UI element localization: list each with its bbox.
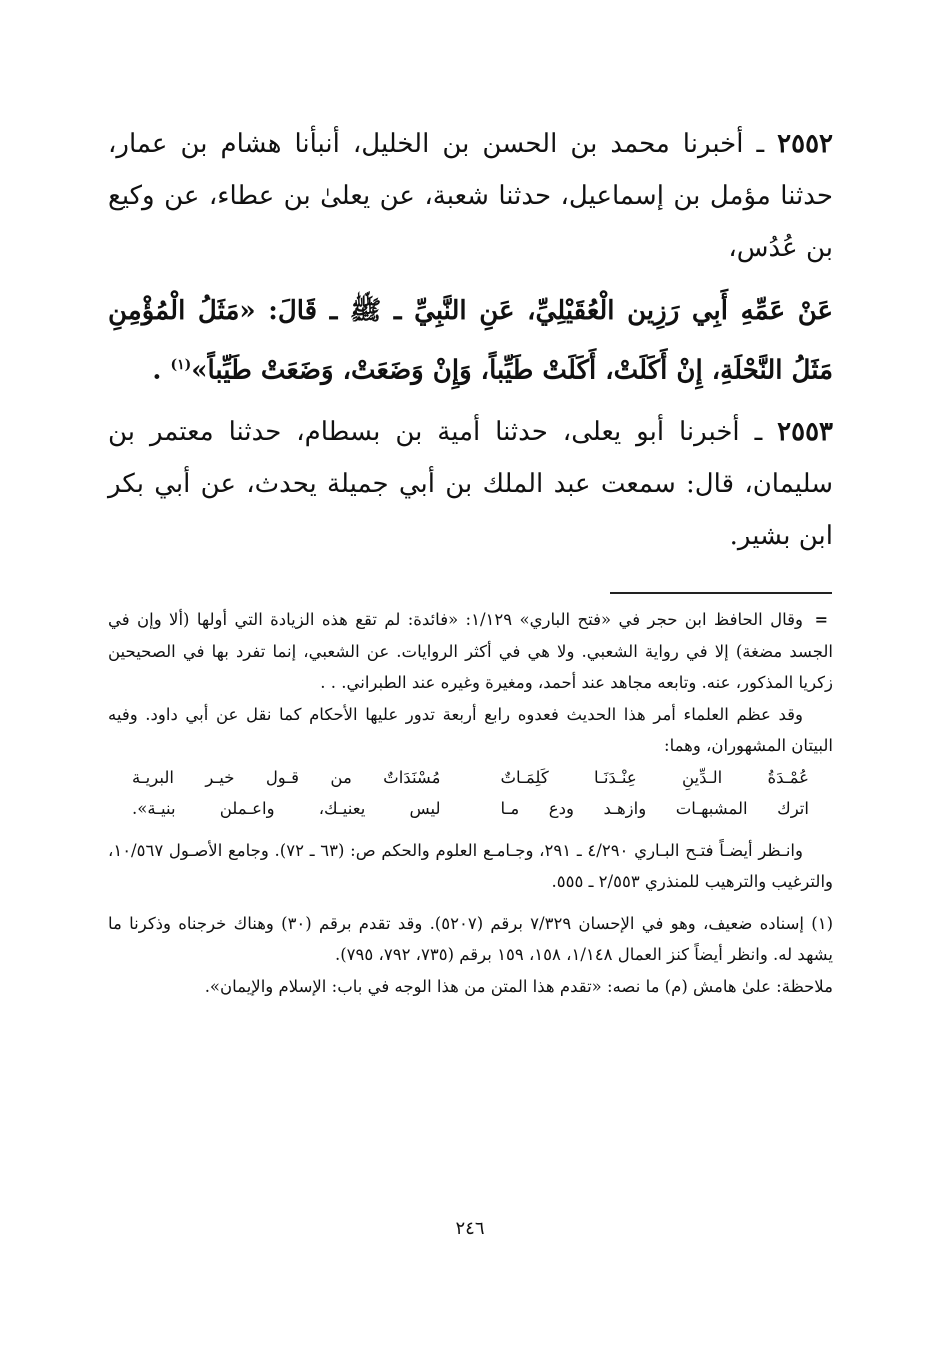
poem-hemistich: عُمْـدَةُ الـدِّينِ عِنْـدَنَـا كَلِمَـاتٌ <box>500 767 809 787</box>
hadith-2553-chain <box>108 406 833 562</box>
poem-verse-1 <box>108 762 833 794</box>
hadith-2553 <box>108 406 833 562</box>
matn-text: عَنْ عَمِّهِ أَبِي رَزِين الْعُقَيْلِيِّ، عَنِ النَّبِيِّ ـ ﷺ ـ قَالَ: «مَثَلُ الْمُؤْمِنِ مَثَلُ النَّحْلَةِ، إِنْ أَكَلَتْ، أَكَلَتْ طَيِّباً، وَإِنْ وَضَعَتْ، وَضَعَتْ طَيِّباً» <box>108 296 833 386</box>
footnote-separator <box>610 592 832 594</box>
hadith-number: ٢٥٥٢ <box>777 129 833 159</box>
continuation-mark: = <box>814 610 828 629</box>
isnad-text: ـ أخبرنا محمد بن الحسن بن الخليل، أنبأنا هشام بن عمار، حدثنا مؤمل بن إسماعيل، حدثنا شعبة، عن يعلىٰ بن عطاء، عن وكيع بن عُدُس، <box>108 129 833 263</box>
isnad-text: ـ أخبرنا أبو يعلى، حدثنا أمية بن بسطام، حدثنا معتمر بن سليمان، قال: سمعت عبد الملك بن أبي جميلة يحدث، عن أبي بكر ابن بشير. <box>108 416 833 551</box>
note-paragraph-ibn-hajar: وقال الحافظ ابن حجر في «فتح الباري» ١/١٢٩: «فائدة: لم تقع هذه الزيادة التي أولها (ألا وإن في الجسد مضغة) إلا في رواية الشعبي. ولا هي في أكثر الروايات. عن الشعبي، إنما تفرد بها في الصحيحين زكريا المذكور، عنه. وتابعه مجاهد عند أحمد، ومغيرة وغيره عند الطبراني. . . <box>108 610 833 692</box>
note-paragraph-references: وانـظر أيضـاً فتـح البـاري ٤/٢٩٠ ـ ٢٩١، وجـامـع العلوم والحكم ص: (٦٣ ـ ٧٢). وجامع الأصـول ١٠/٥٦٧، والترغيب والترهيب للمنذري ٢/٥٥٣ ـ ٥٥٥. <box>108 840 833 891</box>
matn-end: . <box>152 355 171 386</box>
remark-note: ملاحظة: علىٰ هامش (م) ما نصه: «تقدم هذا المتن من هذا الوجه في باب: الإسلام والإيمان». <box>204 976 833 996</box>
poem-hemistich: اترك المشبهـات وازهـد ودع مـا <box>500 799 809 818</box>
main-text-area <box>108 118 833 572</box>
hadith-number: ٢٥٥٣ <box>777 416 833 447</box>
footnotes-area <box>108 604 833 1002</box>
footnote-marker[interactable]: (١) <box>170 357 192 373</box>
spacer <box>108 825 833 835</box>
page-number: ٢٤٦ <box>455 1218 485 1239</box>
spacer <box>108 898 833 908</box>
note-paragraph-ulama: وقد عظم العلماء أمر هذا الحديث فعدوه رابع أربعة تدور عليها الأحكام كما نقل عن أبي داود. وفيه البيتان المشهوران، وهما: <box>108 704 833 755</box>
footnote-1: (١) إسناده ضعيف، وهو في الإحسان ٧/٣٢٩ برقم (٥٢٠٧). وقد تقدم برقم (٣٠) وهناك خرجناه وذكرنا ما يشهد له. وانظر أيضاً كنز العمال ١/١٤٨، ١٥٨، ١٥٩ برقم (٧٣٥، ٧٩٢، ٧٩٥). <box>108 913 833 964</box>
poem-hemistich: مُسْنَدَاتٌ من قـول خيـر البريـة <box>132 767 441 787</box>
hadith-2552 <box>108 118 833 274</box>
hadith-2552-chain <box>108 118 833 274</box>
hadith-2552-matn <box>108 284 833 398</box>
poem-hemistich: ليس يعنيـك، واعـملن بنيـة». <box>132 799 441 818</box>
poem-verse-2 <box>108 793 833 825</box>
